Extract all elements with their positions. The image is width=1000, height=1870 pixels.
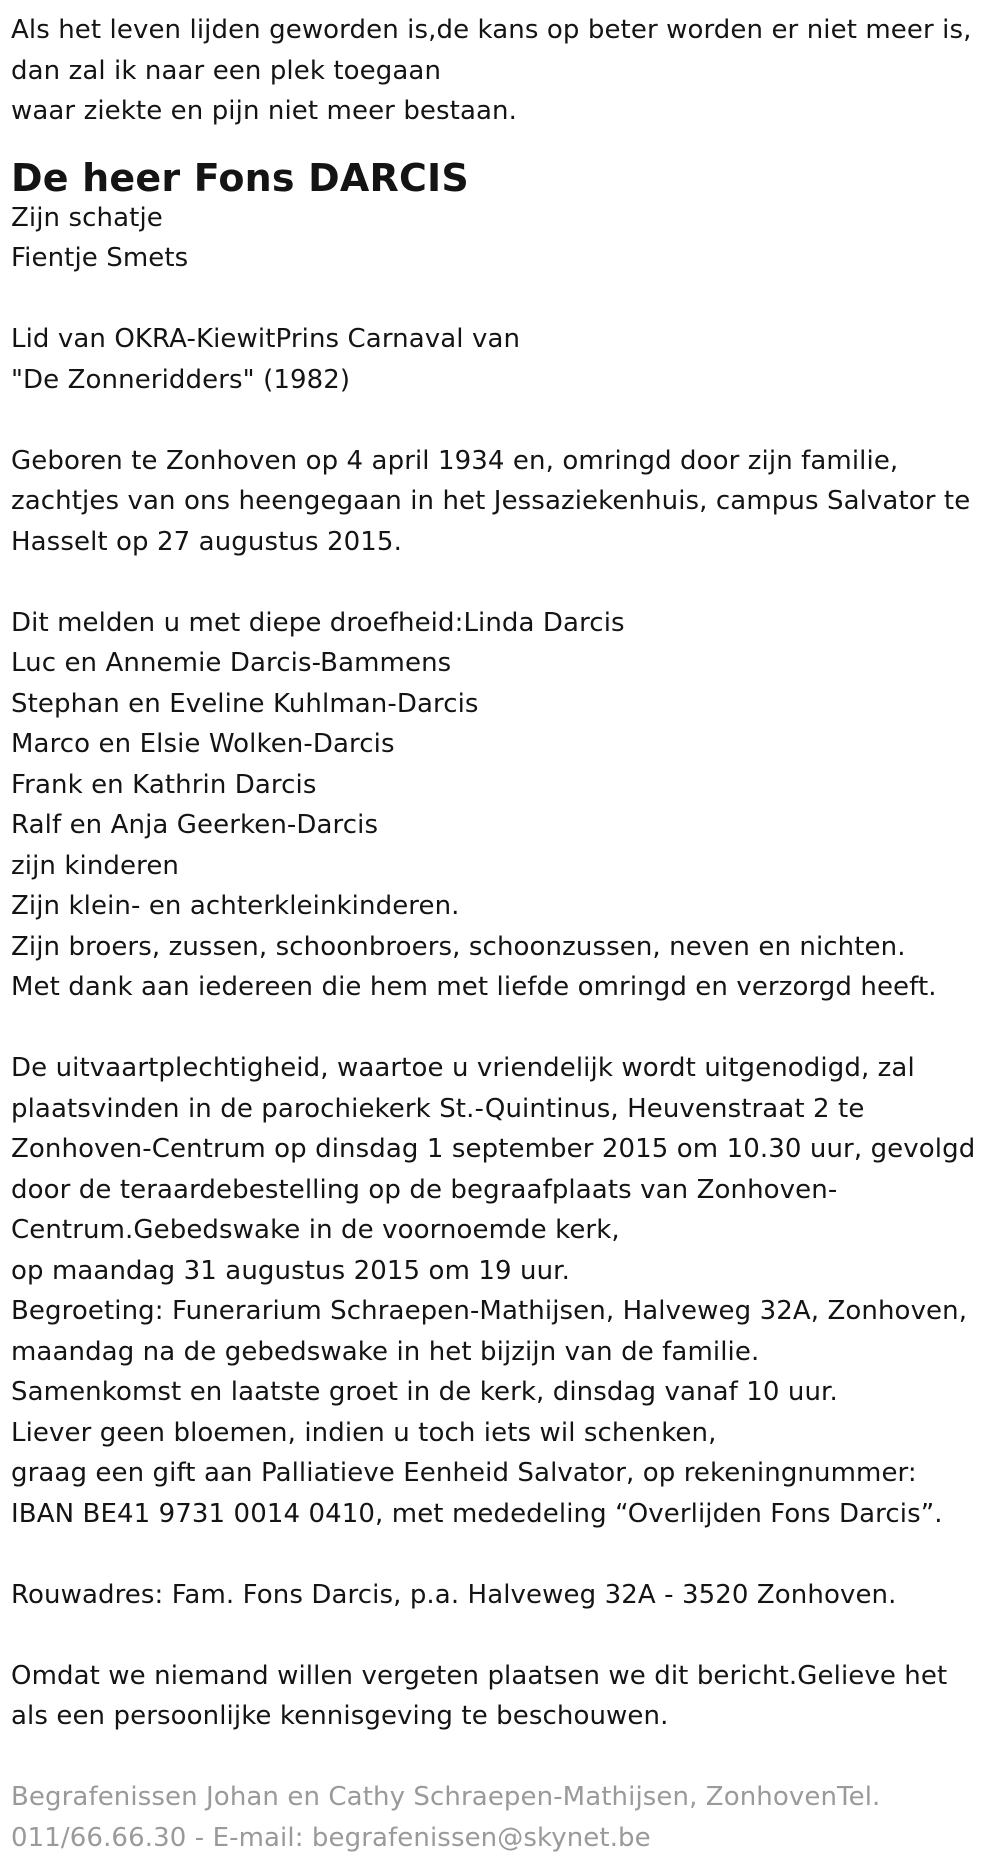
deceased-name-heading: De heer Fons DARCIS [11,155,469,200]
funeral-home-footer [11,1777,991,1858]
notice-line: als een persoonlijke kennisgeving te beschouwen. [11,1701,669,1731]
spacer [11,1008,991,1049]
footer-line: Begrafenissen Johan en Cathy Schraepen-Mathijsen, ZonhovenTel. [11,1782,881,1812]
family-line: Dit melden u met diepe droefheid:Linda Darcis [11,607,625,638]
membership-section [11,319,991,400]
family-line: Stephan en Eveline Kuhlman-Darcis [11,688,479,719]
funeral-line: Centrum.Gebedswake in de voornoemde kerk, [11,1215,620,1245]
funeral-line: Begroeting: Funerarium Schraepen-Mathijsen, Halveweg 32A, Zonhoven, [11,1296,968,1326]
funeral-line: Samenkomst en laatste groet in de kerk, dinsdag vanaf 10 uur. [11,1377,838,1407]
funeral-line: plaatsvinden in de parochiekerk St.-Quintinus, Heuvenstraat 2 te [11,1093,865,1124]
family-line: Zijn klein- en achterkleinkinderen. [11,891,460,921]
mourning-address-line: Rouwadres: Fam. Fons Darcis, p.a. Halveweg 32A - 3520 Zonhoven. [11,1579,897,1610]
funeral-line: graag een gift aan Palliatieve Eenheid Salvator, op rekeningnummer: [11,1458,917,1488]
membership-line: Lid van OKRA-KiewitPrins Carnaval van [11,324,521,354]
spacer [11,562,991,603]
verse-line: Als het leven lijden geworden is,de kans op beter worden er niet meer is, [11,15,972,45]
footer-line: 011/66.66.30 - E-mail: begrafenissen@skynet.be [11,1822,651,1853]
birth-death-section [11,441,991,563]
verse-line: dan zal ik naar een plek toegaan [11,55,442,86]
spacer [11,1534,991,1575]
birth-death-line: zachtjes van ons heengegaan in het Jessaziekenhuis, campus Salvator te [11,486,971,516]
verse-line: waar ziekte en pijn niet meer bestaan. [11,96,517,126]
partner-section [11,198,991,279]
family-line: Zijn broers, zussen, schoonbroers, schoonzussen, neven en nichten. [11,931,906,962]
obituary-document [11,10,991,1858]
spacer [11,400,991,441]
spacer [11,1615,991,1656]
notice-line: Omdat we niemand willen vergeten plaatsen we dit bericht.Gelieve het [11,1660,948,1691]
birth-death-line: Geboren te Zonhoven op 4 april 1934 en, omringd door zijn familie, [11,445,899,476]
membership-line: "De Zonneridders" (1982) [11,364,351,395]
funeral-section [11,1048,991,1534]
address-section [11,1575,991,1616]
funeral-line: De uitvaartplechtigheid, waartoe u vriendelijk wordt uitgenodigd, zal [11,1053,915,1083]
spacer [11,279,991,320]
spacer [11,1737,991,1778]
partner-line: Zijn schatje [11,202,163,233]
family-line: Marco en Elsie Wolken-Darcis [11,729,395,759]
funeral-line: Zonhoven-Centrum op dinsdag 1 september 2015 om 10.30 uur, gevolgd [11,1134,976,1164]
notice-section [11,1656,991,1737]
partner-line: Fientje Smets [11,243,189,273]
funeral-line: Liever geen bloemen, indien u toch iets wil schenken, [11,1417,717,1448]
funeral-line: door de teraardebestelling op de begraafplaats van Zonhoven- [11,1174,838,1205]
family-section [11,603,991,1008]
birth-death-line: Hasselt op 27 augustus 2015. [11,526,402,557]
family-line: Met dank aan iedereen die hem met liefde omringd en verzorgd heeft. [11,972,937,1002]
family-line: Luc en Annemie Darcis-Bammens [11,648,452,678]
family-line: zijn kinderen [11,850,179,881]
family-line: Frank en Kathrin Darcis [11,769,317,800]
funeral-line: maandag na de gebedswake in het bijzijn van de familie. [11,1336,760,1367]
funeral-line: op maandag 31 augustus 2015 om 19 uur. [11,1255,570,1286]
funeral-line: IBAN BE41 9731 0014 0410, met mededeling “Overlijden Fons Darcis”. [11,1498,943,1529]
family-line: Ralf en Anja Geerken-Darcis [11,810,379,840]
verse-section [11,10,991,132]
